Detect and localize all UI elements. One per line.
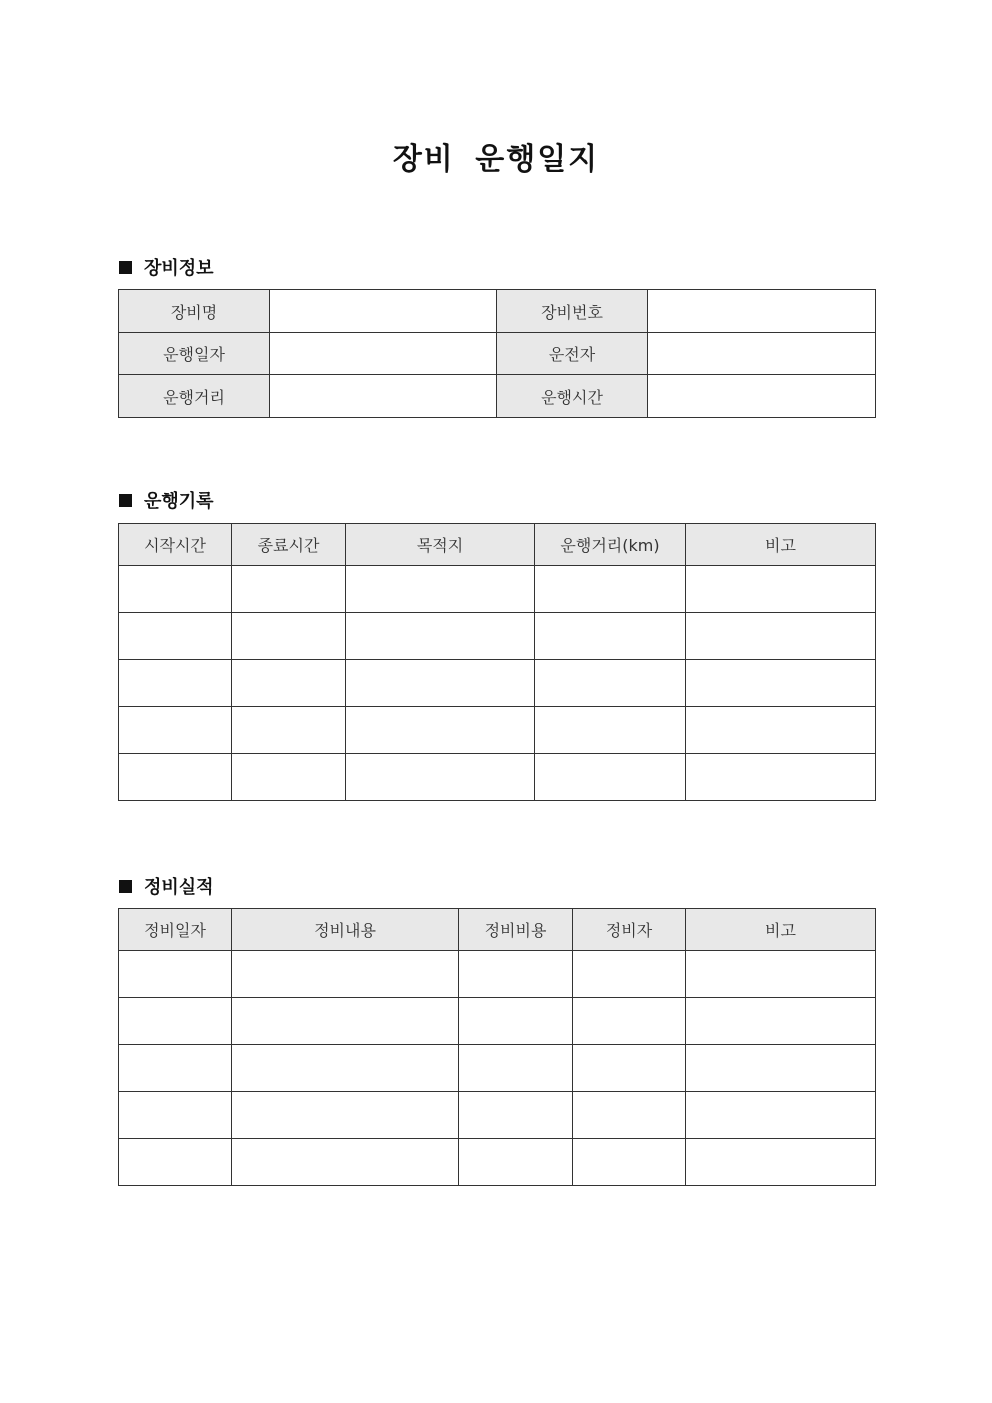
square-bullet-icon	[119, 261, 132, 274]
section-title: 운행기록	[144, 491, 214, 512]
table-header-row	[119, 524, 876, 566]
table-row	[119, 290, 876, 333]
table-row	[119, 613, 876, 660]
table-cell[interactable]	[232, 998, 459, 1045]
table-cell[interactable]	[232, 613, 346, 660]
table-cell[interactable]	[459, 951, 573, 998]
table-cell[interactable]	[232, 1092, 459, 1139]
table-cell[interactable]	[119, 951, 232, 998]
table-cell[interactable]	[686, 1092, 876, 1139]
table-cell[interactable]	[686, 998, 876, 1045]
table-cell[interactable]	[119, 754, 232, 801]
table-cell[interactable]	[346, 566, 535, 613]
operation-distance-cell[interactable]	[270, 375, 497, 418]
column-header: 시작시간	[119, 524, 232, 566]
operation-time-cell[interactable]	[648, 375, 876, 418]
table-row	[119, 998, 876, 1045]
table-cell[interactable]	[535, 707, 686, 754]
table-cell[interactable]	[459, 1045, 573, 1092]
table-cell[interactable]	[459, 1139, 573, 1186]
table-cell[interactable]	[573, 1045, 686, 1092]
table-row	[119, 707, 876, 754]
section-title: 정비실적	[144, 877, 214, 898]
table-row	[119, 333, 876, 375]
square-bullet-icon	[119, 880, 132, 893]
table-cell[interactable]	[459, 998, 573, 1045]
table-cell[interactable]	[686, 1139, 876, 1186]
table-cell[interactable]	[232, 660, 346, 707]
table-row	[119, 1045, 876, 1092]
section-operation-log-heading	[119, 487, 214, 513]
table-cell[interactable]	[686, 1045, 876, 1092]
section-equipment-info-heading	[119, 254, 214, 280]
table-cell[interactable]	[119, 660, 232, 707]
column-header: 목적지	[346, 524, 535, 566]
column-header: 정비자	[573, 909, 686, 951]
square-bullet-icon	[119, 494, 132, 507]
section-maintenance-log-heading	[119, 873, 214, 899]
column-header: 비고	[686, 524, 876, 566]
column-header: 정비비용	[459, 909, 573, 951]
table-cell[interactable]	[459, 1092, 573, 1139]
table-cell[interactable]	[232, 951, 459, 998]
table-cell[interactable]	[535, 566, 686, 613]
table-cell[interactable]	[119, 1139, 232, 1186]
table-cell[interactable]	[535, 660, 686, 707]
equipment-number-cell[interactable]	[648, 290, 876, 333]
column-header: 운행거리(km)	[535, 524, 686, 566]
driver-cell[interactable]	[648, 333, 876, 375]
operation-log-table	[118, 523, 876, 801]
table-cell[interactable]	[346, 660, 535, 707]
equipment-info-table	[118, 289, 876, 418]
field-label: 운행시간	[497, 375, 648, 418]
table-cell[interactable]	[535, 754, 686, 801]
table-cell[interactable]	[686, 660, 876, 707]
column-header: 정비내용	[232, 909, 459, 951]
column-header: 종료시간	[232, 524, 346, 566]
table-cell[interactable]	[686, 951, 876, 998]
table-cell[interactable]	[119, 707, 232, 754]
table-row	[119, 660, 876, 707]
table-cell[interactable]	[119, 1092, 232, 1139]
table-header-row	[119, 909, 876, 951]
table-cell[interactable]	[686, 707, 876, 754]
section-title: 장비정보	[144, 258, 214, 279]
table-cell[interactable]	[232, 1139, 459, 1186]
table-cell[interactable]	[232, 754, 346, 801]
operation-date-cell[interactable]	[270, 333, 497, 375]
field-label: 운전자	[497, 333, 648, 375]
table-row	[119, 1092, 876, 1139]
table-cell[interactable]	[686, 566, 876, 613]
table-cell[interactable]	[232, 707, 346, 754]
table-row	[119, 754, 876, 801]
table-cell[interactable]	[346, 754, 535, 801]
column-header: 비고	[686, 909, 876, 951]
field-label: 장비명	[119, 290, 270, 333]
field-label: 장비번호	[497, 290, 648, 333]
table-cell[interactable]	[119, 566, 232, 613]
table-cell[interactable]	[119, 613, 232, 660]
table-cell[interactable]	[573, 998, 686, 1045]
table-cell[interactable]	[346, 707, 535, 754]
table-cell[interactable]	[573, 1139, 686, 1186]
table-cell[interactable]	[686, 613, 876, 660]
table-cell[interactable]	[232, 566, 346, 613]
table-cell[interactable]	[346, 613, 535, 660]
field-label: 운행일자	[119, 333, 270, 375]
table-row	[119, 375, 876, 418]
document-title: 장비 운행일지	[392, 142, 600, 177]
table-cell[interactable]	[573, 951, 686, 998]
table-cell[interactable]	[686, 754, 876, 801]
equipment-name-cell[interactable]	[270, 290, 497, 333]
table-cell[interactable]	[119, 1045, 232, 1092]
table-cell[interactable]	[232, 1045, 459, 1092]
table-row	[119, 566, 876, 613]
maintenance-log-table	[118, 908, 876, 1186]
table-cell[interactable]	[535, 613, 686, 660]
table-row	[119, 951, 876, 998]
field-label: 운행거리	[119, 375, 270, 418]
column-header: 정비일자	[119, 909, 232, 951]
table-cell[interactable]	[119, 998, 232, 1045]
table-cell[interactable]	[573, 1092, 686, 1139]
table-row	[119, 1139, 876, 1186]
